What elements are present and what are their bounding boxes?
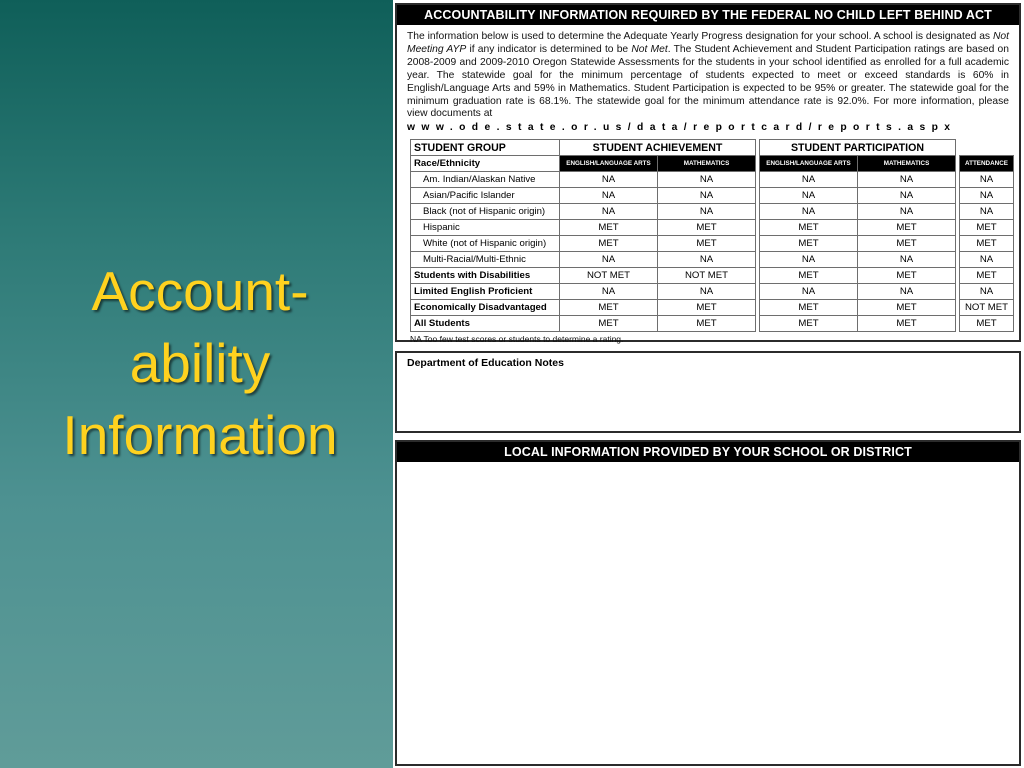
participation-math-cell: MET xyxy=(858,316,956,332)
ayp-table xyxy=(410,139,1014,332)
intro-emphasis: Not Met xyxy=(631,43,668,55)
table-row xyxy=(411,316,1014,332)
intro-emphasis: Not Meeting AYP xyxy=(407,31,1009,55)
achievement-math-cell: NA xyxy=(658,188,756,204)
participation-ela-cell: NA xyxy=(760,172,858,188)
participation-ela-cell: MET xyxy=(760,236,858,252)
achievement-ela-cell: NA xyxy=(560,172,658,188)
achievement-math-cell: MET xyxy=(658,316,756,332)
participation-math-cell: MET xyxy=(858,236,956,252)
achievement-math-cell: MET xyxy=(658,236,756,252)
achievement-ela-cell: MET xyxy=(560,300,658,316)
slide-title-line: ability xyxy=(129,332,271,394)
slide-title-line: Account- xyxy=(91,260,309,322)
local-information-section xyxy=(395,440,1021,766)
participation-math-cell: NA xyxy=(858,252,956,268)
participation-math-cell: NA xyxy=(858,188,956,204)
attendance-cell: MET xyxy=(960,316,1014,332)
participation-ela-cell: MET xyxy=(760,316,858,332)
slide-title xyxy=(10,255,390,471)
achievement-ela-cell: NOT MET xyxy=(560,268,658,284)
accountability-section xyxy=(395,3,1021,342)
attendance-cell: NOT MET xyxy=(960,300,1014,316)
participation-math-cell: NA xyxy=(858,204,956,220)
accountability-header: ACCOUNTABILITY INFORMATION REQUIRED BY THE FEDERAL NO CHILD LEFT BEHIND ACT xyxy=(397,5,1019,25)
table-subheader-row xyxy=(411,156,1014,172)
attendance-cell: NA xyxy=(960,172,1014,188)
col-header-part-math: MATHEMATICS xyxy=(858,156,956,172)
participation-ela-cell: MET xyxy=(760,300,858,316)
col-header-ach-ela: ENGLISH/LANGUAGE ARTS xyxy=(560,156,658,172)
participation-math-cell: MET xyxy=(858,268,956,284)
intro-text: The information below is used to determine the Adequate Yearly Progress designation for your school. A school is designated as xyxy=(407,31,993,42)
achievement-ela-cell: NA xyxy=(560,284,658,300)
participation-ela-cell: NA xyxy=(760,204,858,220)
participation-ela-cell: NA xyxy=(760,284,858,300)
participation-ela-cell: NA xyxy=(760,252,858,268)
table-row xyxy=(411,284,1014,300)
student-group-cell: Black (not of Hispanic origin) xyxy=(411,204,560,220)
column-gap xyxy=(960,140,1014,156)
col-header-attendance: ATTENDANCE xyxy=(960,156,1014,172)
participation-math-cell: MET xyxy=(858,300,956,316)
attendance-cell: MET xyxy=(960,268,1014,284)
student-group-cell: Am. Indian/Alaskan Native xyxy=(411,172,560,188)
table-row xyxy=(411,188,1014,204)
student-group-cell: All Students xyxy=(411,316,560,332)
student-group-cell: Economically Disadvantaged xyxy=(411,300,560,316)
participation-header: STUDENT PARTICIPATION xyxy=(760,140,956,156)
participation-ela-cell: NA xyxy=(760,188,858,204)
report-url[interactable]: www.ode.state.or.us/data/reportcard/reports.aspx xyxy=(407,122,957,134)
report-card-document xyxy=(393,0,1024,768)
achievement-ela-cell: MET xyxy=(560,236,658,252)
table-row xyxy=(411,204,1014,220)
student-group-cell: Multi-Racial/Multi-Ethnic xyxy=(411,252,560,268)
attendance-cell: NA xyxy=(960,188,1014,204)
table-header-row xyxy=(411,140,1014,156)
race-ethnicity-header: Race/Ethnicity xyxy=(411,156,560,172)
achievement-ela-cell: NA xyxy=(560,188,658,204)
table-row xyxy=(411,172,1014,188)
student-group-cell: Asian/Pacific Islander xyxy=(411,188,560,204)
intro-text: . The Student Achievement and Student Participation ratings are based on 2008-2009 and 2009-2010 Oregon Statewide Assessments for the students in your school identified as enrolled for a full academic year. The statewide goal for the minimum percentage of students expected to meet or exceed standards is 60% in English/Language Arts and 59% in Mathematics. Student Participation is expected to be 95% or greater. The statewide goal for the minimum graduation rate is 68.1%. The statewide goal for the minimum attendance rate is 92.0%. For more information, please view documents at xyxy=(407,43,1009,120)
achievement-ela-cell: MET xyxy=(560,220,658,236)
student-group-cell: Students with Disabilities xyxy=(411,268,560,284)
achievement-math-cell: NA xyxy=(658,172,756,188)
student-group-cell: White (not of Hispanic origin) xyxy=(411,236,560,252)
achievement-ela-cell: NA xyxy=(560,252,658,268)
student-group-cell: Limited English Proficient xyxy=(411,284,560,300)
participation-math-cell: NA xyxy=(858,284,956,300)
local-information-header: LOCAL INFORMATION PROVIDED BY YOUR SCHOOL OR DISTRICT xyxy=(397,442,1019,462)
participation-math-cell: MET xyxy=(858,220,956,236)
department-notes-title: Department of Education Notes xyxy=(407,357,564,369)
achievement-math-cell: NOT MET xyxy=(658,268,756,284)
achievement-math-cell: NA xyxy=(658,284,756,300)
achievement-ela-cell: NA xyxy=(560,204,658,220)
attendance-cell: MET xyxy=(960,236,1014,252)
department-notes-section xyxy=(395,351,1021,433)
table-row xyxy=(411,268,1014,284)
attendance-cell: NA xyxy=(960,284,1014,300)
achievement-header: STUDENT ACHIEVEMENT xyxy=(560,140,756,156)
achievement-math-cell: MET xyxy=(658,220,756,236)
achievement-ela-cell: MET xyxy=(560,316,658,332)
intro-text: if any indicator is determined to be xyxy=(466,43,632,55)
slide-title-line: Information xyxy=(62,404,338,466)
col-header-ach-math: MATHEMATICS xyxy=(658,156,756,172)
achievement-math-cell: NA xyxy=(658,204,756,220)
table-row xyxy=(411,300,1014,316)
student-group-cell: Hispanic xyxy=(411,220,560,236)
col-header-part-ela: ENGLISH/LANGUAGE ARTS xyxy=(760,156,858,172)
table-row xyxy=(411,220,1014,236)
achievement-math-cell: MET xyxy=(658,300,756,316)
attendance-cell: NA xyxy=(960,204,1014,220)
participation-math-cell: NA xyxy=(858,172,956,188)
table-row xyxy=(411,236,1014,252)
student-group-header: STUDENT GROUP xyxy=(411,140,560,156)
footnote: NA Too few test scores or students to determine a rating. xyxy=(410,334,624,344)
participation-ela-cell: MET xyxy=(760,268,858,284)
attendance-cell: MET xyxy=(960,220,1014,236)
intro-paragraph xyxy=(407,31,1009,121)
table-row xyxy=(411,252,1014,268)
attendance-cell: NA xyxy=(960,252,1014,268)
participation-ela-cell: MET xyxy=(760,220,858,236)
achievement-math-cell: NA xyxy=(658,252,756,268)
